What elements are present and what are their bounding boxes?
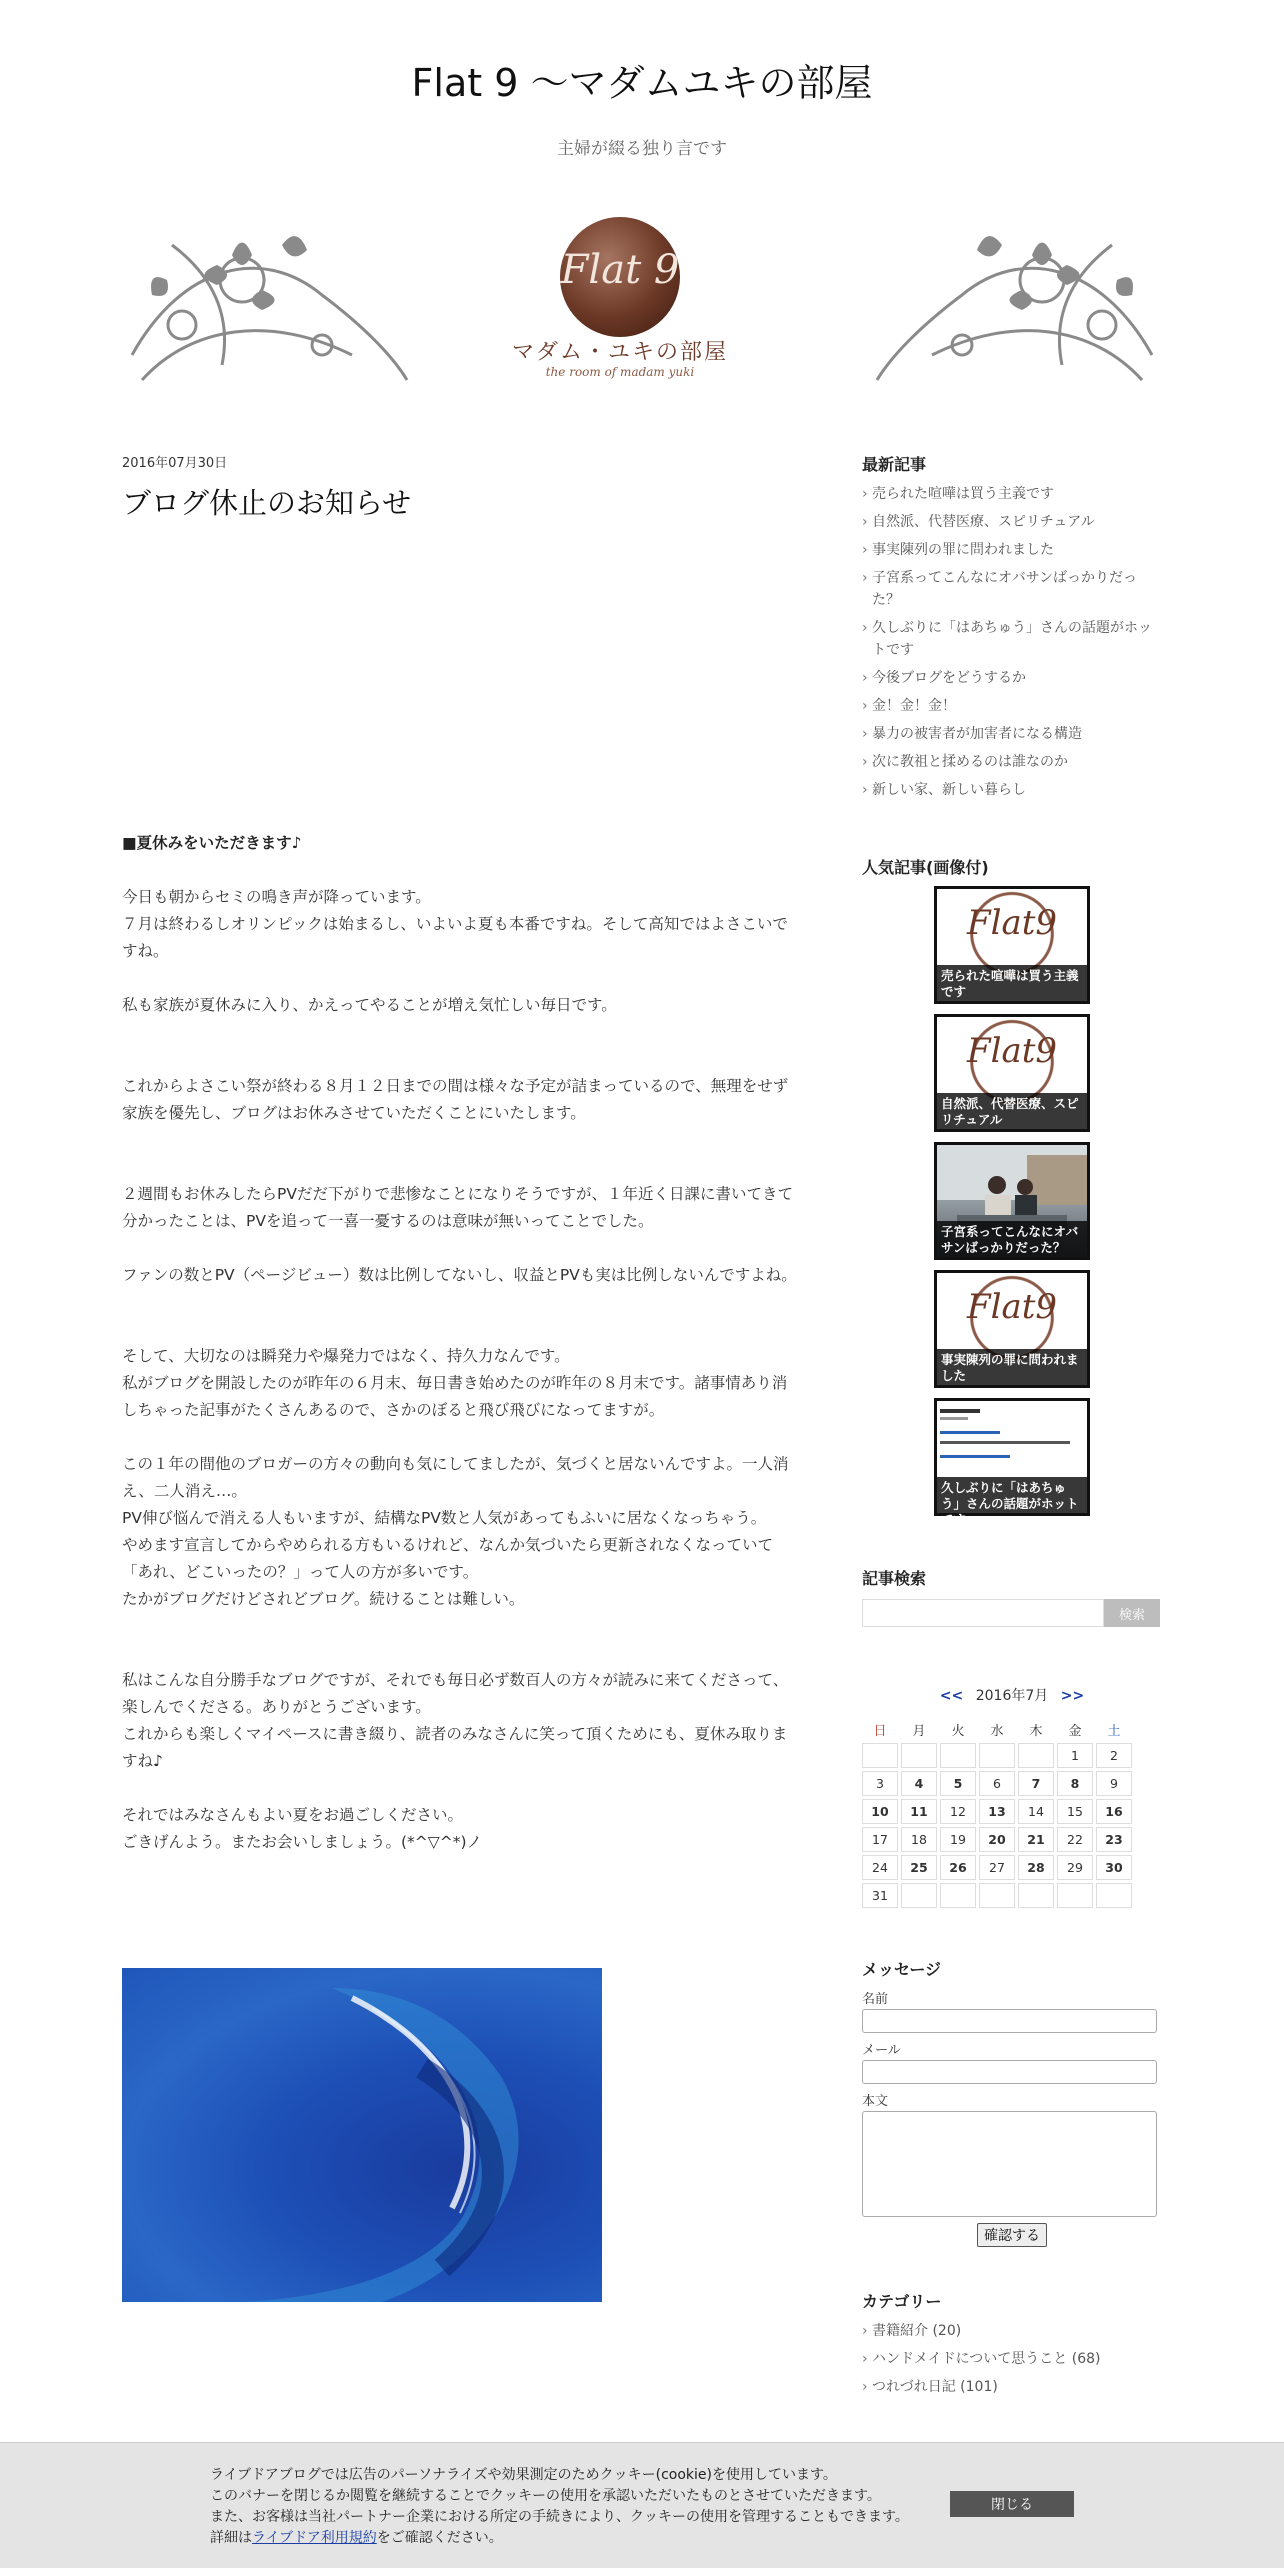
- cookie-line-prefix: 詳細は: [210, 2530, 252, 2546]
- calendar-day: 17: [862, 1827, 898, 1852]
- recent-item[interactable]: › 金！金！金！: [862, 695, 1162, 717]
- calendar-day: [979, 1743, 1015, 1768]
- calendar-weekday: 木: [1029, 1723, 1043, 1739]
- recent-item[interactable]: › 自然派、代替医療、スピリチュアル: [862, 511, 1162, 533]
- calendar-day: [1096, 1883, 1132, 1908]
- recent-item[interactable]: › 新しい家、新しい暮らし: [862, 779, 1162, 801]
- main-content: [122, 452, 802, 1851]
- message-name-label: 名前: [862, 1992, 889, 2007]
- calendar-day[interactable]: 28: [1018, 1855, 1054, 1880]
- post-heading: ■夏休みをいただきます♪: [122, 834, 302, 852]
- calendar-day[interactable]: 23: [1096, 1827, 1132, 1852]
- popular-caption: 事実陳列の罪に問われました: [937, 1349, 1087, 1385]
- message-title: メッセージ: [862, 1960, 942, 1979]
- calendar-day: 12: [940, 1799, 976, 1824]
- calendar-day: [1057, 1883, 1093, 1908]
- paragraph: 私も家族が夏休みに入り、かえってやることが増え気忙しい毎日です。: [122, 996, 617, 1014]
- paragraph: ２週間もお休みしたらPVだだ下がりで悲惨なことになりそうですが、１年近く日課に書いてきて分かったことは、PVを追って一喜一憂するのは意味が無いってことでした。: [122, 1185, 793, 1230]
- popular-caption: 売られた喧嘩は買う主義です: [937, 965, 1087, 1001]
- popular-title: 人気記事(画像付): [862, 858, 989, 877]
- floral-ornament-right-icon: [872, 205, 1162, 400]
- sidebar: [862, 452, 1162, 2404]
- calendar-day: 29: [1057, 1855, 1093, 1880]
- calendar-day: 2: [1096, 1743, 1132, 1768]
- paragraph: 私はこんな自分勝手なブログですが、それでも毎日必ず数百人の方々が読みに来てくださって、楽しんでくださる。ありがとうございます。: [122, 1671, 789, 1716]
- calendar-day: [901, 1883, 937, 1908]
- calendar-day: 1: [1057, 1743, 1093, 1768]
- calendar-day: 15: [1057, 1799, 1093, 1824]
- popular-caption: 久しぶりに「はあちゅう」さんの話題がホットです: [937, 1477, 1087, 1513]
- calendar-day[interactable]: 21: [1018, 1827, 1054, 1852]
- post-title[interactable]: ブログ休止のお知らせ: [122, 486, 412, 520]
- logo-japanese: マダム・ユキの部屋: [511, 340, 728, 365]
- calendar-weekday: 土: [1107, 1723, 1121, 1739]
- recent-item[interactable]: › 次に教祖と揉めるのは誰なのか: [862, 751, 1162, 773]
- thumb-logo-text: Flat9: [966, 1287, 1058, 1327]
- paragraph: ファンの数とPV（ページビュー）数は比例してないし、収益とPVも実は比例しないんですよね。: [122, 1266, 797, 1284]
- paragraph: ごきげんよう。またお会いしましょう。(*^▽^*)ノ: [122, 1833, 482, 1851]
- thumb-logo-text: Flat9: [966, 1031, 1058, 1071]
- calendar-day: [1018, 1883, 1054, 1908]
- calendar-day[interactable]: 11: [901, 1799, 937, 1824]
- calendar-day: [862, 1743, 898, 1768]
- popular-caption: 子宮系ってこんなにオバサンばっかりだった？: [937, 1221, 1087, 1257]
- popular-item[interactable]: [934, 1142, 1090, 1260]
- calendar-day[interactable]: 25: [901, 1855, 937, 1880]
- calendar-day: 31: [862, 1883, 898, 1908]
- header-banner: [122, 205, 1162, 400]
- calendar-day: [1018, 1743, 1054, 1768]
- calendar-day: 24: [862, 1855, 898, 1880]
- message-body-textarea[interactable]: [862, 2111, 1157, 2217]
- paragraph: そして、大切なのは瞬発力や爆発力ではなく、持久力なんです。: [122, 1347, 570, 1365]
- cookie-line: ライブドアブログでは広告のパーソナライズや効果測定のためクッキー(cookie)を使用しています。: [210, 2467, 837, 2483]
- recent-title: 最新記事: [862, 455, 927, 474]
- recent-item[interactable]: › 暴力の被害者が加害者になる構造: [862, 723, 1162, 745]
- paragraph: PV伸び悩んで消える人もいますが、結構なPV数と人気があってもふいに居なくなっちゃう。: [122, 1509, 767, 1527]
- message-confirm-button[interactable]: 確認する: [977, 2223, 1047, 2247]
- calendar-day: [979, 1883, 1015, 1908]
- recent-item[interactable]: › 子宮系ってこんなにオバサンばっかりだった？: [862, 567, 1162, 611]
- paragraph: 私がブログを開設したのが昨年の６月末、毎日書き始めたのが昨年の８月末です。諸事情あり消しちゃった記事がたくさんあるので、さかのぼると飛び飛びになってますが。: [122, 1374, 788, 1419]
- message-name-input[interactable]: [862, 2009, 1157, 2033]
- message-body-label: 本文: [862, 2094, 889, 2109]
- paragraph: ７月は終わるしオリンピックは始まるし、いよいよ夏も本番ですね。そして高知ではよさこいですね。: [122, 915, 788, 960]
- site-description: 主婦が綴る独り言です: [557, 139, 727, 159]
- cookie-banner: [0, 2442, 1284, 2568]
- cookie-line: また、お客様は当社パートナー企業における所定の手続きにより、クッキーの使用を管理することもできます。: [210, 2509, 909, 2525]
- cookie-line: [210, 2528, 909, 2549]
- calendar-weekday: 日: [873, 1723, 887, 1739]
- recent-item[interactable]: › 売られた喧嘩は買う主義です: [862, 483, 1162, 505]
- calendar-weekday: 火: [951, 1723, 965, 1739]
- calendar-header: [862, 1685, 1162, 1705]
- search-title: 記事検索: [862, 1569, 927, 1588]
- calendar-day: 22: [1057, 1827, 1093, 1852]
- floral-ornament-left-icon: [122, 205, 412, 400]
- calendar-table: [859, 1715, 1135, 1911]
- calendar-day[interactable]: 13: [979, 1799, 1015, 1824]
- terms-link[interactable]: ライブドア利用規約: [252, 2530, 377, 2546]
- site-title[interactable]: Flat 9 〜マダムユキの部屋: [411, 61, 873, 105]
- recent-item[interactable]: › 今後ブログをどうするか: [862, 667, 1162, 689]
- category-item[interactable]: › つれづれ日記 (101): [862, 2376, 1162, 2398]
- popular-item[interactable]: [934, 1270, 1090, 1388]
- cookie-line-suffix: をご確認ください。: [376, 2530, 503, 2546]
- calendar-day[interactable]: 30: [1096, 1855, 1132, 1880]
- popular-item[interactable]: [934, 1398, 1090, 1527]
- paragraph: たかがブログだけどされどブログ。続けることは難しい。: [122, 1590, 525, 1608]
- calendar-day: [940, 1883, 976, 1908]
- recent-item[interactable]: › 事実陳列の罪に問われました: [862, 539, 1162, 561]
- calendar-day[interactable]: 16: [1096, 1799, 1132, 1824]
- paragraph: やめます宣言してからやめられる方もいるけれど、なんか気づいたら更新されなくなっていて「あれ、どこいったの？」って人の方が多いです。: [122, 1536, 774, 1581]
- paragraph: この１年の間他のブロガーの方々の動向も気にしてましたが、気づくと居ないんですよ。一人消え、二人消え…。: [122, 1455, 789, 1500]
- calendar-day: [901, 1743, 937, 1768]
- popular-item[interactable]: [934, 1014, 1090, 1132]
- post-body: [122, 830, 802, 1856]
- calendar-day[interactable]: 8: [1057, 1771, 1093, 1796]
- cookie-line: このバナーを閉じるか閲覧を継続することでクッキーの使用を承認いただいたものとさせていただきます。: [210, 2488, 881, 2504]
- calendar: [862, 1685, 1162, 1911]
- calendar-weekday: 水: [990, 1723, 1004, 1739]
- calendar-day: 18: [901, 1827, 937, 1852]
- logo-text: Flat 9: [560, 247, 680, 293]
- cookie-close-button[interactable]: 閉じる: [950, 2491, 1074, 2517]
- popular-caption: 自然派、代替医療、スピリチュアル: [937, 1093, 1087, 1129]
- calendar-day: [940, 1743, 976, 1768]
- post-date: 2016年07月30日: [122, 456, 228, 471]
- calendar-month: 2016年7月: [975, 1688, 1049, 1704]
- popular-item[interactable]: [934, 886, 1090, 1004]
- calendar-weekday: 月: [912, 1723, 926, 1739]
- logo-subtitle: the room of madam yuki: [545, 365, 695, 379]
- sea-wave-photo: [122, 1968, 602, 2302]
- calendar-day: 19: [940, 1827, 976, 1852]
- message-form: [862, 1957, 1162, 2247]
- calendar-day: 6: [979, 1771, 1015, 1796]
- cookie-text: [210, 2465, 909, 2549]
- category-list: [862, 2320, 1162, 2398]
- calendar-day[interactable]: 4: [901, 1771, 937, 1796]
- category-item[interactable]: › ハンドメイドについて思うこと (68): [862, 2348, 1162, 2370]
- recent-item[interactable]: › 久しぶりに「はあちゅう」さんの話題がホットです: [862, 617, 1162, 661]
- calendar-weekday: 金: [1068, 1723, 1082, 1739]
- popular-list: [934, 886, 1162, 1527]
- paragraph: それではみなさんもよい夏をお過ごしください。: [122, 1806, 464, 1824]
- calendar-day[interactable]: 5: [940, 1771, 976, 1796]
- message-mail-input[interactable]: [862, 2060, 1157, 2084]
- search-input[interactable]: [862, 1599, 1104, 1627]
- calendar-next-link[interactable]: >>: [1060, 1688, 1085, 1704]
- message-mail-label: メール: [862, 2043, 901, 2058]
- calendar-day: 3: [862, 1771, 898, 1796]
- calendar-day[interactable]: 10: [862, 1799, 898, 1824]
- calendar-day[interactable]: 26: [940, 1855, 976, 1880]
- calendar-day: 9: [1096, 1771, 1132, 1796]
- recent-list: [862, 483, 1162, 801]
- calendar-day: 14: [1018, 1799, 1054, 1824]
- paragraph: これからよさこい祭が終わる８月１２日までの間は様々な予定が詰まっているので、無理をせず家族を優先し、ブログはお休みさせていただくことにいたします。: [122, 1077, 789, 1122]
- search-form: [862, 1599, 1162, 1627]
- search-button[interactable]: 検索: [1104, 1599, 1160, 1627]
- calendar-day: 27: [979, 1855, 1015, 1880]
- calendar-prev-link[interactable]: <<: [939, 1688, 964, 1704]
- calendar-day[interactable]: 20: [979, 1827, 1015, 1852]
- category-item[interactable]: › 書籍紹介 (20): [862, 2320, 1162, 2342]
- calendar-day[interactable]: 7: [1018, 1771, 1054, 1796]
- paragraph: 今日も朝からセミの鳴き声が降っています。: [122, 888, 431, 906]
- category-title: カテゴリー: [862, 2292, 942, 2311]
- thumb-logo-text: Flat9: [966, 903, 1058, 943]
- paragraph: これからも楽しくマイペースに書き綴り、読者のみなさんに笑って頂くためにも、夏休み取りますね♪: [122, 1725, 788, 1770]
